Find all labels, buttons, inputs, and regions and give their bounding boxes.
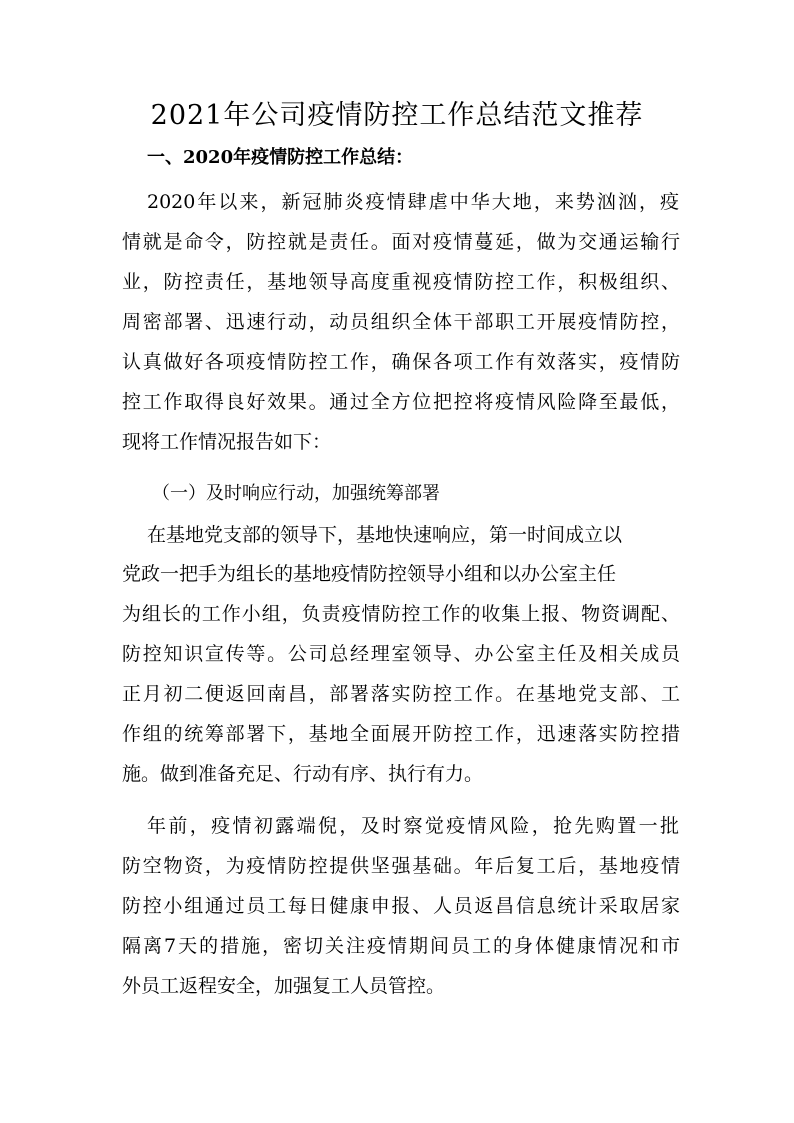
- section-heading: 一、2020年疫情防控工作总结：: [147, 147, 414, 168]
- paragraph-line: 2020年以来，新冠肺炎疫情肆虐中华大地，来势汹汹，疫: [147, 191, 679, 213]
- paragraph-line: 现将工作情况报告如下：: [122, 431, 332, 453]
- paragraph-line: 正月初二便返回南昌，部署落实防控工作。在基地党支部、工: [122, 683, 680, 705]
- paragraph-line: 认真做好各项疫情防控工作，确保各项工作有效落实，疫情防: [122, 351, 680, 373]
- paragraph-line: 党政一把手为组长的基地疫情防控领导小组和以办公室主任: [122, 563, 617, 585]
- paragraph-line: 施。做到准备充足、行动有序、执行有力。: [122, 763, 484, 785]
- paragraph-line: 防空物资，为疫情防控提供坚强基础。年后复工后，基地疫情: [122, 855, 680, 877]
- paragraph-line: 隔离7天的措施，密切关注疫情期间员工的身体健康情况和市: [122, 935, 680, 957]
- subheading: （一）及时响应行动，加强统筹部署: [152, 483, 440, 504]
- paragraph-line: 情就是命令，防控就是责任。面对疫情蔓延，做为交通运输行: [122, 231, 680, 253]
- paragraph-line: 作组的统筹部署下，基地全面展开防控工作，迅速落实防控措: [122, 723, 680, 745]
- paragraph-line: 为组长的工作小组，负责疫情防控工作的收集上报、物资调配、: [122, 603, 680, 625]
- paragraph-line: 控工作取得良好效果。通过全方位把控将疫情风险降至最低，: [122, 391, 680, 413]
- paragraph-line: 防控小组通过员工每日健康申报、人员返昌信息统计采取居家: [122, 895, 680, 917]
- paragraph-line: 防控知识宣传等。公司总经理室领导、办公室主任及相关成员: [122, 643, 680, 665]
- paragraph-line: 外员工返程安全，加强复工人员管控。: [122, 975, 446, 997]
- paragraph-line: 年前，疫情初露端倪，及时察觉疫情风险，抢先购置一批: [147, 815, 679, 837]
- paragraph-line: 在基地党支部的领导下，基地快速响应，第一时间成立以: [147, 524, 623, 546]
- paragraph-line: 周密部署、迅速行动，动员组织全体干部职工开展疫情防控，: [122, 311, 680, 333]
- paragraph-line: 业，防控责任，基地领导高度重视疫情防控工作，积极组织、: [122, 271, 680, 293]
- document-title: 2021年公司疫情防控工作总结范文推荐: [150, 100, 644, 131]
